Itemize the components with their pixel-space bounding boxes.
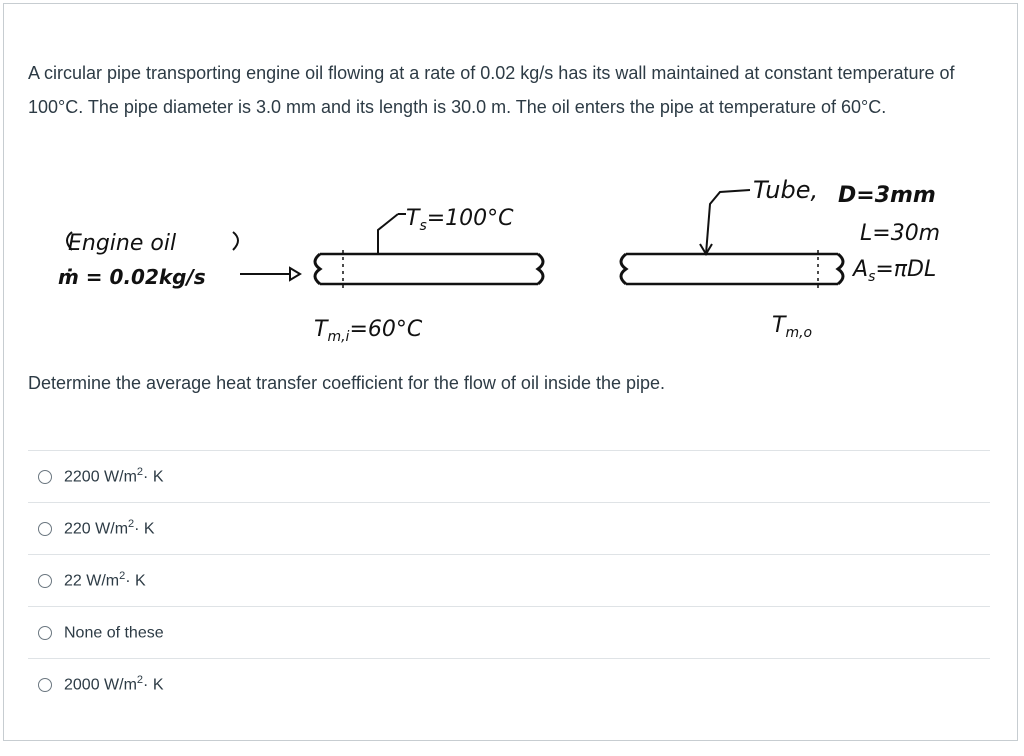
answer-label: 2200 $W/m^2\cdot K$ bbox=[64, 466, 164, 486]
answer-list bbox=[28, 450, 990, 710]
outlet-pipe bbox=[621, 250, 843, 288]
outlet-temp-label: $T_{m,o}$ bbox=[772, 313, 813, 341]
radio-button[interactable] bbox=[38, 574, 52, 588]
inlet-pipe bbox=[315, 250, 543, 288]
tube-label: Tube, bbox=[753, 176, 819, 204]
answer-option[interactable] bbox=[28, 554, 990, 606]
answer-option[interactable] bbox=[28, 658, 990, 710]
radio-button[interactable] bbox=[38, 678, 52, 692]
question-prompt: Determine the average heat transfer coefficient for the flow of oil inside the pipe. bbox=[28, 373, 666, 393]
mass-flow-label: ṁ = 0.02kg/s bbox=[58, 265, 206, 289]
inlet-temp-label: $T_{m,i}=60^\circ C$ bbox=[314, 317, 423, 345]
area-label: $A_s=\pi DL$ bbox=[853, 257, 937, 285]
radio-button[interactable] bbox=[38, 522, 52, 536]
answer-label: 2000 $W/m^2\cdot K$ bbox=[64, 674, 164, 694]
answer-label: None of these bbox=[64, 624, 164, 642]
answer-label: 22 $W/m^2\cdot K$ bbox=[64, 570, 146, 590]
pipe-diagram bbox=[28, 170, 988, 355]
diameter-label: D=3mm bbox=[838, 183, 936, 208]
radio-button[interactable] bbox=[38, 470, 52, 484]
length-label: L=30m bbox=[860, 221, 941, 246]
radio-button[interactable] bbox=[38, 626, 52, 640]
answer-option[interactable] bbox=[28, 606, 990, 658]
surface-temp-label: $T_s=100^\circ C$ bbox=[406, 206, 514, 234]
question-text: A circular pipe transporting engine oil flowing at a rate of 0.02 kg/s has its wall maintained at constant temperature of 100°C. The pipe diameter is 3.0 mm and its length is 30.0 m. The oil enters the pipe at temperature of 60°C. bbox=[28, 63, 955, 117]
answer-label: 220 $W/m^2\cdot K$ bbox=[64, 518, 155, 538]
answer-option[interactable] bbox=[28, 450, 990, 502]
engine-oil-label: Engine oil bbox=[68, 231, 177, 256]
answer-option[interactable] bbox=[28, 502, 990, 554]
